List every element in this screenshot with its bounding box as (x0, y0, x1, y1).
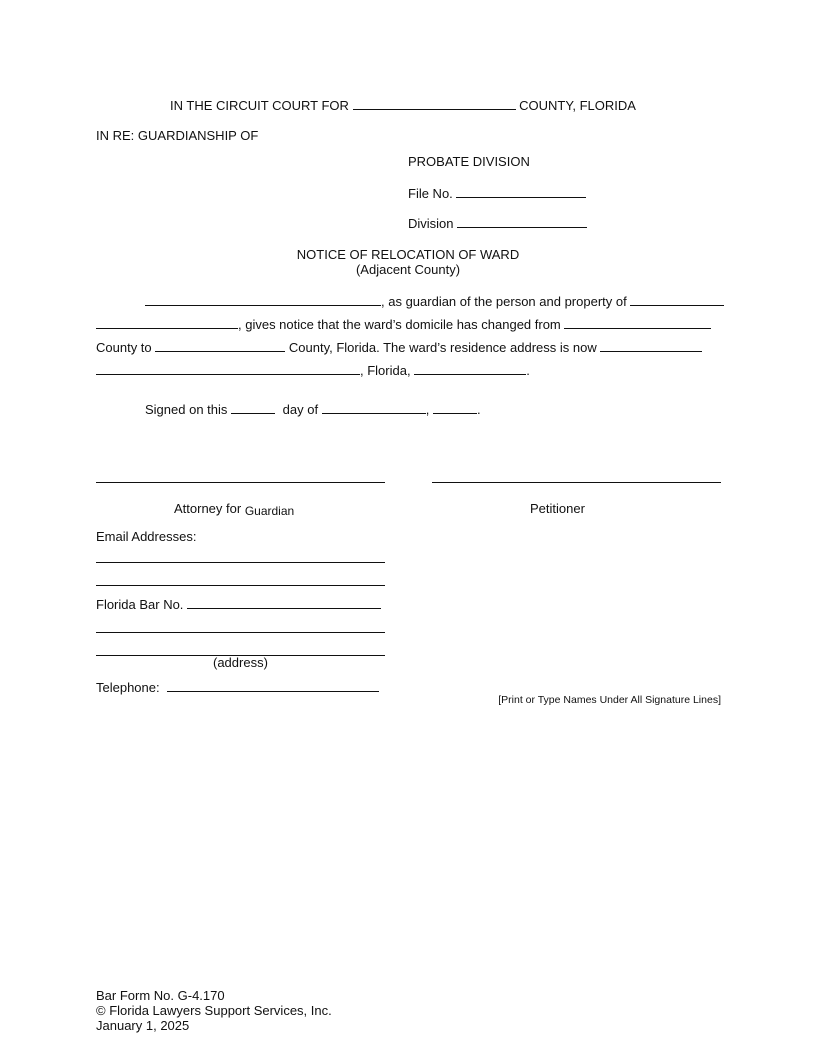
residence-address-blank[interactable] (600, 339, 702, 352)
residence-address-cont-blank[interactable] (96, 362, 360, 375)
new-county-blank[interactable] (155, 339, 285, 352)
division-row (408, 215, 587, 231)
signed-on-label: Signed on this (145, 402, 228, 417)
file-no-label: File No. (408, 186, 453, 201)
file-no-blank[interactable] (456, 185, 586, 198)
guardian-name-blank[interactable] (145, 293, 381, 306)
file-no-row (408, 185, 586, 201)
body-line-4 (96, 362, 530, 378)
day-of-label: day of (282, 402, 319, 417)
body-line-4b-text: . (526, 363, 530, 378)
division-label: Division (408, 216, 454, 231)
body-line-2-text: , gives notice that the ward’s domicile has changed from (238, 317, 561, 332)
zip-blank[interactable] (414, 362, 526, 375)
email-line-2[interactable] (96, 585, 385, 586)
body-line-1-text: , as guardian of the person and property of (381, 294, 627, 309)
ward-name-cont-blank[interactable] (96, 316, 238, 329)
body-line-1 (145, 293, 724, 309)
signed-line (145, 401, 481, 417)
signed-day-blank[interactable] (231, 401, 275, 414)
telephone-blank[interactable] (167, 679, 379, 692)
email-line-1[interactable] (96, 562, 385, 563)
footer-date: January 1, 2025 (96, 1018, 190, 1033)
attorney-for-label (174, 501, 294, 517)
signed-comma: , (425, 402, 430, 417)
address-label: (address) (213, 655, 268, 670)
bar-no-label: Florida Bar No. (96, 597, 184, 612)
body-line-3a-text: County to (96, 340, 152, 355)
petitioner-signature-line[interactable] (432, 482, 721, 483)
attorney-signature-line[interactable] (96, 482, 385, 483)
court-suffix: COUNTY, FLORIDA (519, 98, 636, 113)
bar-no-blank[interactable] (187, 596, 381, 609)
division-blank[interactable] (457, 215, 587, 228)
email-addresses-label: Email Addresses: (96, 529, 197, 544)
attorney-for-text: Attorney for (174, 501, 242, 516)
footer-form-no: Bar Form No. G-4.170 (96, 988, 225, 1003)
document-subtitle: (Adjacent County) (355, 262, 461, 277)
body-line-3 (96, 339, 702, 355)
in-re-label: IN RE: GUARDIANSHIP OF (96, 128, 259, 143)
telephone-row (96, 679, 379, 695)
ward-name-blank[interactable] (630, 293, 724, 306)
bar-no-row (96, 596, 381, 612)
signed-period: . (476, 402, 481, 417)
print-names-note: [Print or Type Names Under All Signature Lines] (498, 694, 721, 706)
probate-division-label: PROBATE DIVISION (408, 154, 530, 169)
former-county-blank[interactable] (564, 316, 711, 329)
signed-year-blank[interactable] (433, 401, 477, 414)
body-line-3b-text: County, Florida. The ward’s residence address is now (288, 340, 597, 355)
address-line-1[interactable] (96, 632, 385, 633)
guardian-text: Guardian (244, 504, 295, 518)
document-title: NOTICE OF RELOCATION OF WARD (296, 247, 520, 262)
footer-copyright: © Florida Lawyers Support Services, Inc. (96, 1003, 332, 1018)
body-line-2 (96, 316, 711, 332)
court-heading (170, 97, 636, 113)
signed-month-blank[interactable] (322, 401, 426, 414)
county-blank[interactable] (353, 97, 516, 110)
petitioner-label: Petitioner (530, 501, 585, 516)
body-line-4a-text: , Florida, (360, 363, 411, 378)
telephone-label: Telephone: (96, 680, 160, 695)
court-prefix: IN THE CIRCUIT COURT FOR (170, 98, 349, 113)
